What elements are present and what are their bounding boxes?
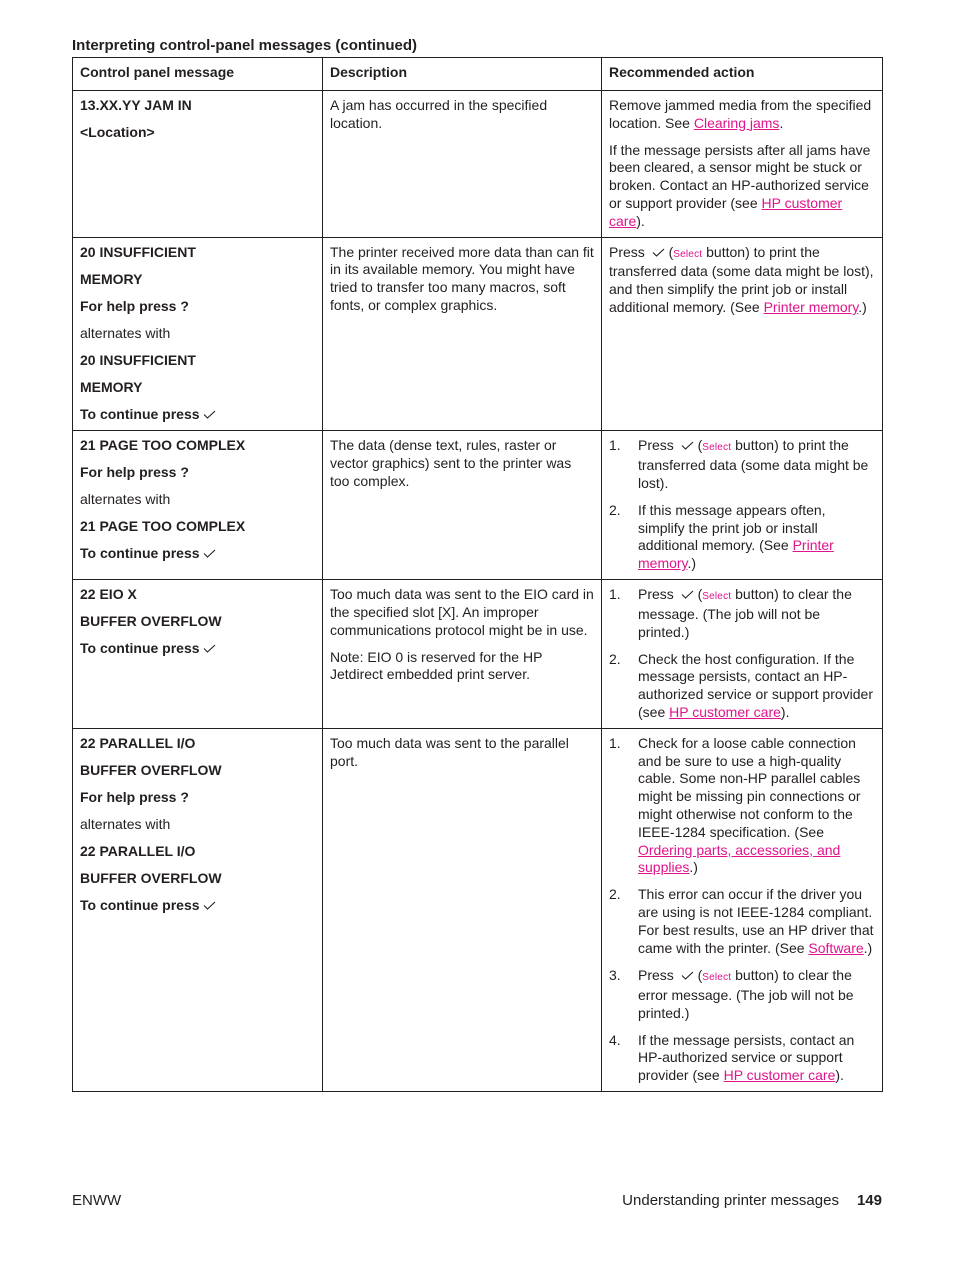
message-text: For help press: [80, 788, 177, 805]
message-text: 22 PARALLEL I/O: [80, 734, 196, 751]
table-caption: Interpreting control-panel messages (continued): [72, 37, 418, 54]
message-line: [80, 298, 315, 316]
help-button-icon: ?: [180, 464, 189, 481]
message-text: alternates with: [80, 324, 171, 341]
table-row: [73, 90, 883, 237]
step-number: 1.: [609, 437, 621, 454]
action-step: [609, 1032, 875, 1085]
description-cell: [323, 237, 602, 430]
step-number: 1.: [609, 734, 621, 751]
cross-reference-link[interactable]: Ordering parts, accessories, and supplies: [638, 841, 841, 876]
message-text: 20 INSUFFICIENT: [80, 352, 196, 369]
action-text: ).: [835, 1067, 844, 1084]
message-line: [80, 735, 315, 753]
description-paragraph: A jam has occurred in the specified location.: [330, 96, 548, 131]
action-step: [609, 651, 875, 722]
action-text: .): [858, 299, 867, 316]
message-line: [80, 640, 315, 658]
description-cell: [323, 579, 602, 728]
message-text: 21 PAGE TOO COMPLEX: [80, 437, 246, 454]
control-panel-message-cell: [73, 237, 323, 430]
action-steps-list: [609, 437, 875, 573]
cross-reference-link[interactable]: Printer memory: [763, 299, 859, 316]
description-paragraph: Too much data was sent to the parallel port.: [330, 734, 569, 769]
action-text: button) to print the transferred data (some data might be lost), and then simplify the print job or install additional memory. (See: [609, 243, 874, 316]
message-text: 22 EIO X: [80, 585, 137, 602]
action-text: Check for a loose cable connection and be sure to use a high-quality cable. Some non-HP parallel cables might be missing pin connections or might otherwise not conform to the IEEE-1284 specification. (See: [638, 734, 861, 840]
description-paragraph: Note: EIO 0 is reserved for the HP Jetdirect embedded print server.: [330, 648, 543, 683]
message-text: To continue press: [80, 897, 200, 914]
message-text: To continue press: [80, 640, 200, 657]
message-text: To continue press: [80, 545, 200, 562]
checkmark-icon: [203, 410, 216, 419]
help-button-icon: ?: [180, 297, 189, 314]
action-text: .): [687, 555, 697, 572]
column-header-action: Recommended action: [602, 58, 883, 91]
action-text: button) to print the transferred data (some data might be lost).: [638, 437, 869, 491]
step-number: 2.: [609, 886, 621, 903]
message-line: [80, 406, 315, 424]
action-step: 3. Press (Select button) to clear the error message. (The job will not be printed.): [609, 966, 854, 1021]
action-step: [609, 735, 875, 877]
message-text: alternates with: [80, 491, 171, 508]
table-row: [73, 579, 883, 728]
description-cell: [323, 431, 602, 580]
action-text: If the message persists after all jams have been cleared, a sensor might be stuck or broken. Contact an HP-authorized service or support provider (see: [609, 141, 871, 212]
message-line: [80, 124, 315, 142]
action-text: Press: [638, 437, 674, 454]
action-text: ).: [636, 212, 645, 229]
column-header-description: Description: [323, 58, 602, 91]
message-line: [80, 762, 315, 780]
action-step: [609, 886, 875, 957]
checkmark-icon: [203, 644, 216, 653]
action-text: button) to clear the message. (The job will not be printed.): [638, 585, 852, 640]
checkmark-icon: [681, 971, 694, 980]
action-text: .): [863, 939, 873, 956]
message-text: MEMORY: [80, 270, 143, 287]
checkmark-icon: [652, 248, 665, 257]
message-line: [80, 325, 315, 343]
message-text: alternates with: [80, 816, 171, 833]
step-number: 3.: [609, 966, 621, 983]
action-step: [609, 502, 875, 573]
action-text: If this message appears often, simplify the print job or install additional memory. (See: [638, 501, 826, 554]
cross-reference-link[interactable]: HP customer care: [723, 1067, 836, 1084]
message-line: [80, 613, 315, 631]
message-text: BUFFER OVERFLOW: [80, 761, 222, 778]
action-steps-list: [609, 735, 875, 1085]
description-cell: [323, 728, 602, 1091]
message-line: [80, 379, 315, 397]
cross-reference-link[interactable]: Software: [808, 939, 864, 956]
action-paragraph: Press (Select button) to print the transferred data (some data might be lost), and then simplify the print job or install additional memory. (See Printer memory.): [609, 243, 874, 316]
help-button-icon: ?: [180, 788, 189, 805]
action-step: 1. Press (Select button) to print the transferred data (some data might be lost).: [609, 437, 869, 491]
checkmark-icon: [203, 901, 216, 910]
action-text: Check the host configuration. If the message persists, contact an HP-authorized service or support provider (see: [638, 650, 874, 720]
control-panel-message-cell: [73, 728, 323, 1091]
message-text: MEMORY: [80, 379, 143, 396]
table-row: [73, 431, 883, 580]
column-header-message: Control panel message: [73, 58, 323, 91]
recommended-action-cell: [602, 431, 883, 580]
message-line: [80, 352, 315, 370]
cross-reference-link[interactable]: Printer memory: [638, 537, 834, 572]
message-line: [80, 437, 315, 455]
footer-left: ENWW: [72, 1192, 122, 1209]
footer-section-title: Understanding printer messages: [622, 1192, 839, 1209]
description-paragraph: Too much data was sent to the EIO card in the specified slot [X]. An improper communications protocol might be in use.: [330, 585, 594, 638]
step-number: 2.: [609, 650, 621, 667]
action-text: Press: [609, 243, 645, 260]
action-text: Press: [638, 585, 674, 602]
recommended-action-cell: [602, 237, 883, 430]
message-text: <Location>: [80, 123, 155, 140]
message-line: [80, 271, 315, 289]
message-text: BUFFER OVERFLOW: [80, 613, 222, 629]
messages-table: [72, 57, 883, 1092]
message-line: [80, 545, 315, 563]
table-header-row: [73, 58, 883, 91]
message-text: BUFFER OVERFLOW: [80, 870, 222, 887]
footer-right: [622, 1192, 882, 1210]
select-button-name: Select: [702, 590, 732, 602]
cross-reference-link[interactable]: HP customer care: [669, 703, 781, 720]
message-line: [80, 97, 315, 115]
message-text: For help press: [80, 297, 177, 314]
action-text: This error can occur if the driver you are using is not IEEE-1284 compliant. For best results, use an HP driver that came with the printer. (See: [638, 886, 874, 956]
control-panel-message-cell: [73, 579, 323, 728]
checkmark-icon: [203, 549, 216, 558]
action-steps-list: [609, 586, 875, 722]
action-text: Press: [638, 966, 674, 983]
action-text: Remove jammed media from the specified location. See: [609, 96, 872, 131]
message-line: [80, 870, 315, 888]
control-panel-message-cell: [73, 431, 323, 580]
action-text: ).: [780, 703, 790, 720]
message-text: To continue press: [80, 406, 200, 423]
description-paragraph: The printer received more data than can fit in its available memory. You might have tried to transfer too many macros, soft fonts, or complex graphics.: [330, 243, 594, 314]
action-text: If the message persists, contact an HP-authorized service or support provider (see: [638, 1031, 855, 1084]
message-text: 22 PARALLEL I/O: [80, 843, 196, 860]
page-number: 149: [856, 1192, 882, 1209]
action-paragraph: [609, 142, 875, 231]
message-text: For help press: [80, 464, 177, 481]
select-button-name: Select: [673, 248, 703, 260]
message-line: [80, 491, 315, 509]
message-text: 21 PAGE TOO COMPLEX: [80, 518, 246, 535]
select-button-name: Select: [702, 442, 732, 454]
message-line: [80, 897, 315, 915]
description-cell: [323, 90, 602, 237]
action-text: .: [779, 114, 784, 131]
message-text: 13.XX.YY JAM IN: [80, 96, 192, 113]
table-row: [73, 237, 883, 430]
description-paragraph: The data (dense text, rules, raster or vector graphics) sent to the printer was too complex.: [330, 437, 572, 489]
cross-reference-link[interactable]: Clearing jams: [693, 114, 780, 131]
checkmark-icon: [681, 590, 694, 599]
action-step: 1. Press (Select button) to clear the message. (The job will not be printed.): [609, 585, 852, 640]
control-panel-message-cell: [73, 90, 323, 237]
checkmark-icon: [681, 441, 694, 450]
message-text: 20 INSUFFICIENT: [80, 243, 196, 260]
action-text: .): [689, 859, 698, 876]
message-line: [80, 789, 315, 807]
recommended-action-cell: [602, 90, 883, 237]
message-line: [80, 816, 315, 834]
select-button-name: Select: [702, 971, 732, 983]
message-line: [80, 518, 315, 536]
table-row: [73, 728, 883, 1091]
recommended-action-cell: [602, 579, 883, 728]
step-number: 1.: [609, 585, 621, 602]
step-number: 4.: [609, 1031, 621, 1048]
message-line: [80, 586, 315, 604]
recommended-action-cell: [602, 728, 883, 1091]
action-text: button) to clear the error message. (The job will not be printed.): [638, 966, 854, 1021]
cross-reference-link[interactable]: HP customer care: [609, 195, 843, 229]
message-line: [80, 464, 315, 482]
step-number: 2.: [609, 501, 621, 518]
message-line: [80, 244, 315, 262]
action-paragraph: [609, 97, 875, 133]
message-line: [80, 843, 315, 861]
